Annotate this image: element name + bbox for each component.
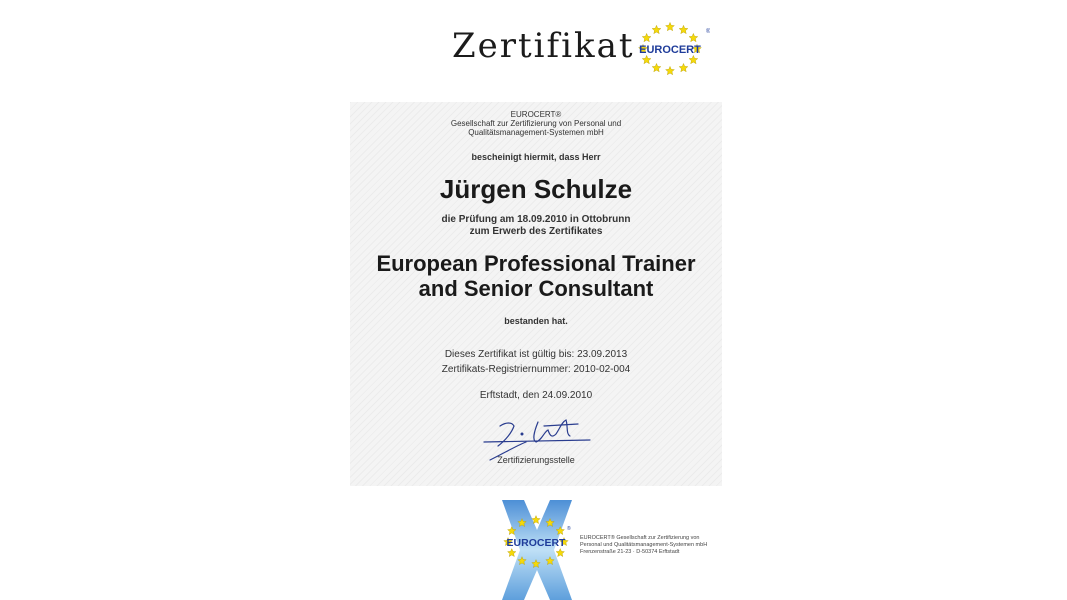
- logo-star-icon: [689, 55, 698, 63]
- logo-star-icon: [642, 55, 651, 63]
- logo-star-icon: [652, 63, 661, 71]
- logo-star-icon: [556, 549, 564, 557]
- exam-statement: [350, 214, 722, 238]
- footer-line-2: Personal und Qualitätsmanagement-Systemen mbH: [580, 542, 708, 548]
- logo-star-icon: [666, 22, 675, 30]
- certificate-title: [350, 251, 722, 301]
- logo-star-icon: [679, 25, 688, 33]
- eurocert-x-logo-icon: [492, 500, 582, 600]
- logo-star-icon: [689, 33, 698, 41]
- issuer-address: [580, 535, 740, 556]
- logo-star-icon: [679, 63, 688, 71]
- logo-star-icon: [642, 33, 651, 41]
- exam-purpose: zum Erwerb des Zertifikates: [469, 226, 603, 237]
- certificate-title-line-1: European Professional Trainer: [376, 251, 696, 276]
- logo-star-icon: [666, 66, 675, 74]
- logo-star-icon: [508, 549, 516, 557]
- footer-line-1: EUROCERT® Gesellschaft zur Zertifizierung von: [580, 535, 700, 541]
- certificate-title-line-2: and Senior Consultant: [418, 276, 654, 301]
- footer-logo-registered-mark: ®: [567, 526, 571, 532]
- header-logo-registered-mark: ®: [706, 29, 710, 35]
- eurocert-star-logo-icon: [634, 20, 710, 78]
- signature-label: Zertifizierungsstelle: [497, 455, 575, 465]
- certification-intro: bescheinigt hiermit, dass Herr: [471, 152, 601, 162]
- certificate-holder-name: Jürgen Schulze: [439, 174, 633, 204]
- passed-statement: bestanden hat.: [504, 316, 568, 326]
- certificate-heading: Zertifikat: [452, 26, 635, 66]
- header-logo-text: EUROCERT: [639, 44, 701, 56]
- footer-line-3: Frenzenstraße 21-23 · D-50374 Erftstadt: [580, 549, 680, 555]
- logo-star-icon: [652, 25, 661, 33]
- place-and-date: Erftstadt, den 24.09.2010: [479, 390, 593, 401]
- certificate-details: [350, 347, 722, 377]
- issuer-description: Gesellschaft zur Zertifizierung von Personal und Qualitätsmanagement-Systemen mbH: [450, 119, 622, 137]
- validity-date: Dieses Zertifikat ist gültig bis: 23.09.2013: [444, 349, 628, 360]
- registration-number: Zertifikats-Registriernummer: 2010-02-004: [441, 364, 631, 375]
- exam-date-location: die Prüfung am 18.09.2010 in Ottobrunn: [441, 214, 631, 225]
- footer-logo-text: EUROCERT: [506, 537, 566, 549]
- issuer-name: EUROCERT®: [510, 110, 562, 119]
